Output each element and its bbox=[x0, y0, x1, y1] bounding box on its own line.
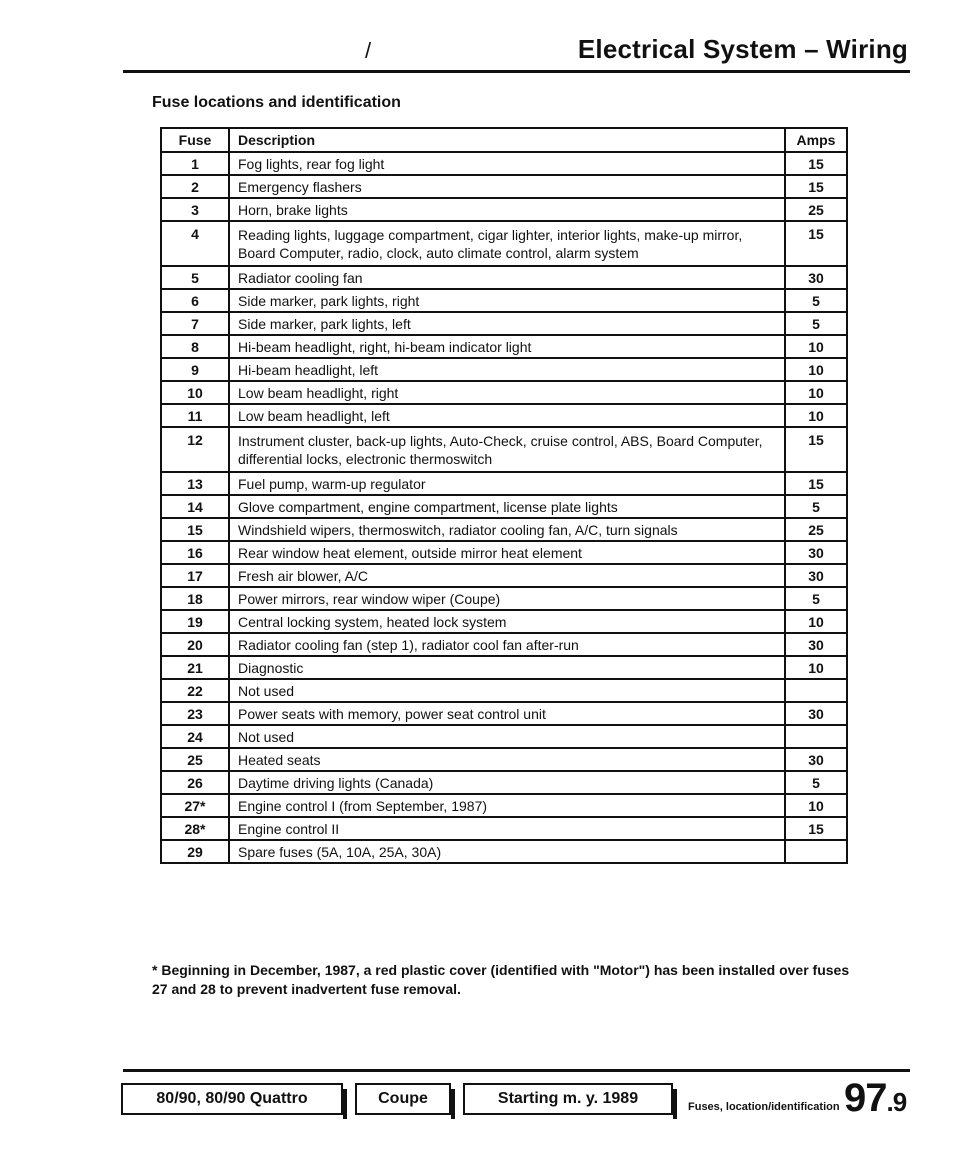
fuse-number-cell: 29 bbox=[161, 840, 229, 863]
fuse-table-body bbox=[161, 152, 847, 863]
fuse-number-cell: 15 bbox=[161, 518, 229, 541]
table-row bbox=[161, 198, 847, 221]
page-number-dot: . bbox=[886, 1087, 893, 1117]
fuse-number-cell: 8 bbox=[161, 335, 229, 358]
fuse-amps-cell: 5 bbox=[785, 771, 847, 794]
column-header-fuse: Fuse bbox=[161, 128, 229, 152]
fuse-amps-cell: 10 bbox=[785, 381, 847, 404]
table-row bbox=[161, 312, 847, 335]
table-row bbox=[161, 587, 847, 610]
fuse-amps-cell: 15 bbox=[785, 175, 847, 198]
fuse-description-cell: Engine control II bbox=[229, 817, 785, 840]
fuse-amps-cell: 30 bbox=[785, 541, 847, 564]
table-row bbox=[161, 289, 847, 312]
fuse-number-cell: 4 bbox=[161, 221, 229, 266]
fuse-description-cell: Central locking system, heated lock system bbox=[229, 610, 785, 633]
table-row bbox=[161, 702, 847, 725]
fuse-description-cell: Engine control I (from September, 1987) bbox=[229, 794, 785, 817]
fuse-number-cell: 5 bbox=[161, 266, 229, 289]
fuse-amps-cell: 5 bbox=[785, 312, 847, 335]
fuse-amps-cell: 5 bbox=[785, 587, 847, 610]
fuse-amps-cell: 30 bbox=[785, 633, 847, 656]
table-row bbox=[161, 679, 847, 702]
fuse-description-cell: Spare fuses (5A, 10A, 25A, 30A) bbox=[229, 840, 785, 863]
table-row bbox=[161, 748, 847, 771]
fuse-number-cell: 9 bbox=[161, 358, 229, 381]
fuse-number-cell: 18 bbox=[161, 587, 229, 610]
fuse-number-cell: 17 bbox=[161, 564, 229, 587]
fuse-description-cell: Emergency flashers bbox=[229, 175, 785, 198]
fuse-amps-cell: 25 bbox=[785, 198, 847, 221]
fuse-description-cell: Power mirrors, rear window wiper (Coupe) bbox=[229, 587, 785, 610]
fuse-description-cell: Fog lights, rear fog light bbox=[229, 152, 785, 175]
fuse-description-cell: Fuel pump, warm-up regulator bbox=[229, 472, 785, 495]
table-row bbox=[161, 610, 847, 633]
fuse-description-cell: Hi-beam headlight, right, hi-beam indicator light bbox=[229, 335, 785, 358]
table-row bbox=[161, 817, 847, 840]
fuse-description-cell: Horn, brake lights bbox=[229, 198, 785, 221]
fuse-number-cell: 1 bbox=[161, 152, 229, 175]
table-row bbox=[161, 221, 847, 266]
fuse-table bbox=[160, 127, 848, 864]
fuse-amps-cell: 15 bbox=[785, 472, 847, 495]
table-row bbox=[161, 794, 847, 817]
table-row bbox=[161, 152, 847, 175]
fuse-number-cell: 3 bbox=[161, 198, 229, 221]
fuse-amps-cell: 30 bbox=[785, 702, 847, 725]
table-row bbox=[161, 404, 847, 427]
fuse-number-cell: 13 bbox=[161, 472, 229, 495]
fuse-amps-cell: 15 bbox=[785, 817, 847, 840]
footer-model-box: 80/90, 80/90 Quattro bbox=[121, 1083, 343, 1115]
table-row bbox=[161, 266, 847, 289]
fuse-amps-cell: 15 bbox=[785, 221, 847, 266]
fuse-number-cell: 21 bbox=[161, 656, 229, 679]
fuse-description-cell: Radiator cooling fan bbox=[229, 266, 785, 289]
fuse-description-cell: Radiator cooling fan (step 1), radiator cool fan after-run bbox=[229, 633, 785, 656]
fuse-description-cell: Instrument cluster, back-up lights, Auto-Check, cruise control, ABS, Board Computer, differential locks, electronic thermoswitch bbox=[229, 427, 785, 472]
table-row bbox=[161, 495, 847, 518]
fuse-amps-cell bbox=[785, 725, 847, 748]
fuse-number-cell: 2 bbox=[161, 175, 229, 198]
fuse-number-cell: 19 bbox=[161, 610, 229, 633]
page-header bbox=[150, 30, 908, 70]
section-title: Fuse locations and identification bbox=[152, 94, 401, 111]
table-row bbox=[161, 472, 847, 495]
table-row bbox=[161, 518, 847, 541]
table-header-row bbox=[161, 128, 847, 152]
fuse-amps-cell: 30 bbox=[785, 564, 847, 587]
page-number bbox=[844, 1076, 906, 1121]
footer-caption: Fuses, location/identification bbox=[688, 1101, 840, 1113]
footer-rule bbox=[123, 1069, 910, 1072]
fuse-description-cell: Fresh air blower, A/C bbox=[229, 564, 785, 587]
fuse-number-cell: 28* bbox=[161, 817, 229, 840]
fuse-number-cell: 10 bbox=[161, 381, 229, 404]
fuse-description-cell: Windshield wipers, thermoswitch, radiator cooling fan, A/C, turn signals bbox=[229, 518, 785, 541]
column-header-amps: Amps bbox=[785, 128, 847, 152]
header-rule bbox=[123, 70, 910, 73]
fuse-description-cell: Side marker, park lights, left bbox=[229, 312, 785, 335]
fuse-amps-cell: 25 bbox=[785, 518, 847, 541]
fuse-description-cell: Hi-beam headlight, left bbox=[229, 358, 785, 381]
fuse-description-cell: Rear window heat element, outside mirror heat element bbox=[229, 541, 785, 564]
fuse-number-cell: 12 bbox=[161, 427, 229, 472]
fuse-amps-cell: 10 bbox=[785, 656, 847, 679]
page-title: Electrical System – Wiring bbox=[577, 34, 908, 64]
fuse-number-cell: 11 bbox=[161, 404, 229, 427]
fuse-description-cell: Power seats with memory, power seat control unit bbox=[229, 702, 785, 725]
table-row bbox=[161, 175, 847, 198]
fuse-amps-cell: 15 bbox=[785, 427, 847, 472]
column-header-description: Description bbox=[229, 128, 785, 152]
fuse-amps-cell: 5 bbox=[785, 495, 847, 518]
fuse-description-cell: Not used bbox=[229, 725, 785, 748]
fuse-number-cell: 16 bbox=[161, 541, 229, 564]
fuse-number-cell: 14 bbox=[161, 495, 229, 518]
footnote: * Beginning in December, 1987, a red plastic cover (identified with "Motor") has been installed over fuses 27 and 28 to prevent inadvertent fuse removal. bbox=[152, 962, 850, 997]
fuse-number-cell: 6 bbox=[161, 289, 229, 312]
fuse-amps-cell: 10 bbox=[785, 335, 847, 358]
fuse-number-cell: 22 bbox=[161, 679, 229, 702]
fuse-description-cell: Side marker, park lights, right bbox=[229, 289, 785, 312]
page-number-main: 97 bbox=[844, 1076, 887, 1120]
fuse-number-cell: 25 bbox=[161, 748, 229, 771]
table-row bbox=[161, 840, 847, 863]
fuse-amps-cell: 30 bbox=[785, 266, 847, 289]
footer-model-year-box: Starting m. y. 1989 bbox=[463, 1083, 673, 1115]
table-row bbox=[161, 633, 847, 656]
fuse-amps-cell bbox=[785, 840, 847, 863]
fuse-description-cell: Low beam headlight, left bbox=[229, 404, 785, 427]
fuse-description-cell: Not used bbox=[229, 679, 785, 702]
fuse-number-cell: 24 bbox=[161, 725, 229, 748]
fuse-amps-cell: 10 bbox=[785, 794, 847, 817]
table-row bbox=[161, 541, 847, 564]
fuse-description-cell: Glove compartment, engine compartment, license plate lights bbox=[229, 495, 785, 518]
table-row bbox=[161, 381, 847, 404]
fuse-description-cell: Heated seats bbox=[229, 748, 785, 771]
fuse-number-cell: 26 bbox=[161, 771, 229, 794]
table-row bbox=[161, 725, 847, 748]
fuse-number-cell: 7 bbox=[161, 312, 229, 335]
fuse-number-cell: 23 bbox=[161, 702, 229, 725]
fuse-amps-cell: 30 bbox=[785, 748, 847, 771]
fuse-amps-cell: 15 bbox=[785, 152, 847, 175]
table-row bbox=[161, 358, 847, 381]
table-row bbox=[161, 656, 847, 679]
table-row bbox=[161, 427, 847, 472]
fuse-amps-cell: 10 bbox=[785, 610, 847, 633]
fuse-description-cell: Daytime driving lights (Canada) bbox=[229, 771, 785, 794]
table-row bbox=[161, 335, 847, 358]
fuse-amps-cell: 10 bbox=[785, 404, 847, 427]
fuse-description-cell: Diagnostic bbox=[229, 656, 785, 679]
fuse-description-cell: Low beam headlight, right bbox=[229, 381, 785, 404]
fuse-amps-cell bbox=[785, 679, 847, 702]
page-number-sub: 9 bbox=[892, 1087, 907, 1117]
fuse-amps-cell: 10 bbox=[785, 358, 847, 381]
fuse-description-cell: Reading lights, luggage compartment, cigar lighter, interior lights, make-up mirror, Board Computer, radio, clock, auto climate control, alarm system bbox=[229, 221, 785, 266]
table-row bbox=[161, 564, 847, 587]
fuse-amps-cell: 5 bbox=[785, 289, 847, 312]
fuse-number-cell: 20 bbox=[161, 633, 229, 656]
header-slash: / bbox=[365, 38, 372, 63]
fuse-number-cell: 27* bbox=[161, 794, 229, 817]
table-row bbox=[161, 771, 847, 794]
footer-body-box: Coupe bbox=[355, 1083, 451, 1115]
